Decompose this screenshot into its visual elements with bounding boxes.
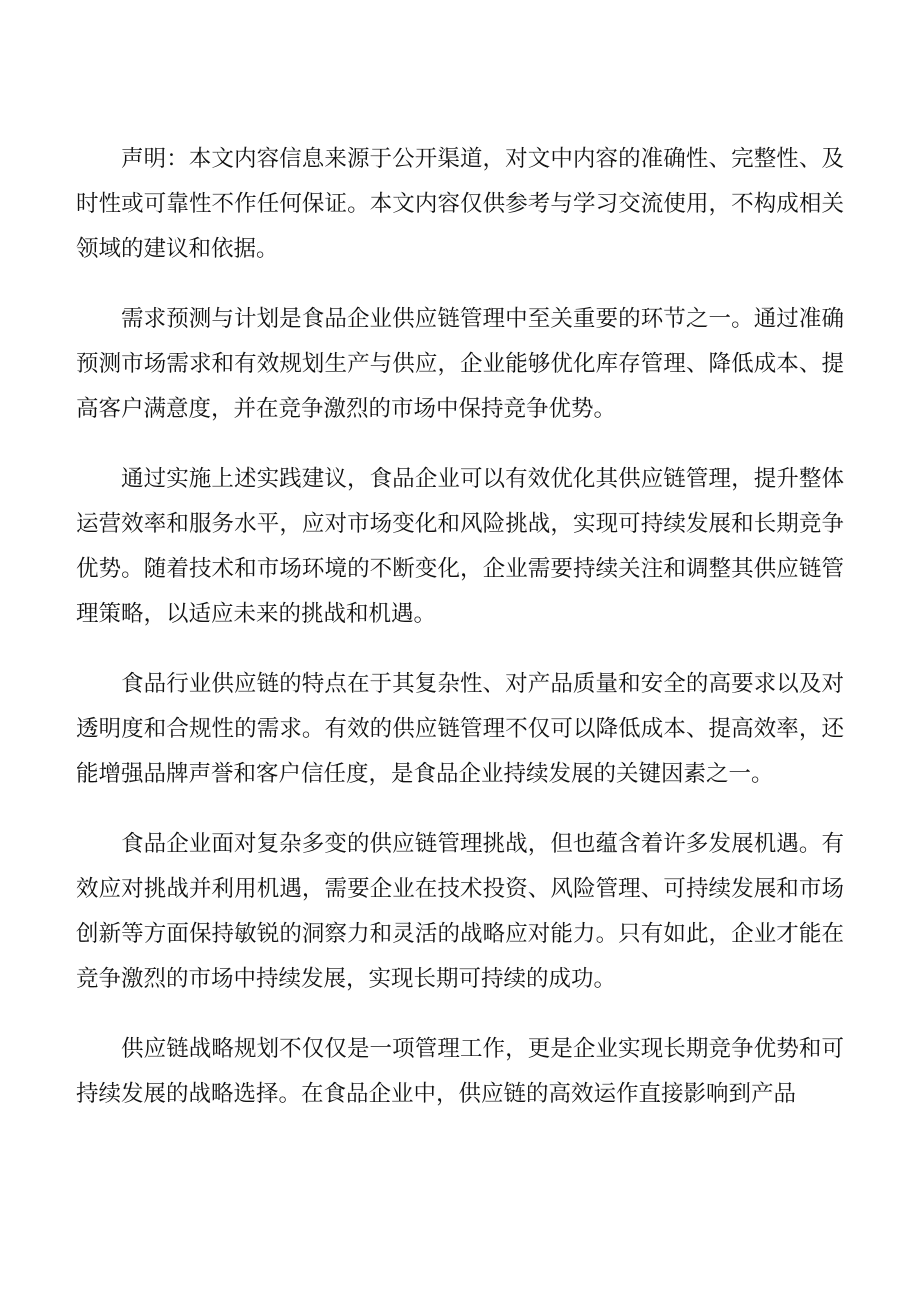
body-paragraph-1: 需求预测与计划是食品企业供应链管理中至关重要的环节之一。通过准确预测市场需求和有效规划生产与供应，企业能够优化库存管理、降低成本、提高客户满意度，并在竞争激烈的市场中保持竞争优势。 <box>76 306 844 422</box>
body-paragraph-4: 食品企业面对复杂多变的供应链管理挑战，但也蕴含着许多发展机遇。有效应对挑战并利用机遇，需要企业在技术投资、风险管理、可持续发展和市场创新等方面保持敏锐的洞察力和灵活的战略应对能力。只有如此，企业才能在竞争激烈的市场中持续发展，实现长期可持续的成功。 <box>76 831 844 992</box>
body-paragraph-2: 通过实施上述实践建议，食品企业可以有效优化其供应链管理，提升整体运营效率和服务水平，应对市场变化和风险挑战，实现可持续发展和长期竞争优势。随着技术和市场环境的不断变化，企业需要持续关注和调整其供应链管理策略，以适应未来的挑战和机遇。 <box>76 466 844 627</box>
body-paragraph-5: 供应链战略规划不仅仅是一项管理工作，更是企业实现长期竞争优势和可持续发展的战略选择。在食品企业中，供应链的高效运作直接影响到产品 <box>76 1036 844 1107</box>
body-paragraph-3: 食品行业供应链的特点在于其复杂性、对产品质量和安全的高要求以及对透明度和合规性的需求。有效的供应链管理不仅可以降低成本、提高效率，还能增强品牌声誉和客户信任度，是食品企业持续发展的关键因素之一。 <box>76 671 844 787</box>
document-body <box>76 137 844 1142</box>
disclaimer-paragraph: 声明：本文内容信息来源于公开渠道，对文中内容的准确性、完整性、及时性或可靠性不作任何保证。本文内容仅供参考与学习交流使用，不构成相关领域的建议和依据。 <box>76 146 844 262</box>
